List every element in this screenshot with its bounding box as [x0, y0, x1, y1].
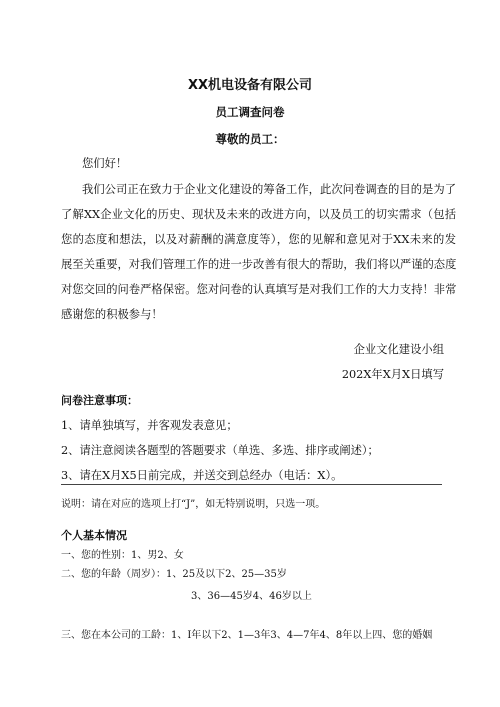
- instruction: 说明：请在对应的选项上打“J”，如无特别说明，只选一项。: [61, 499, 326, 510]
- note-item: 2、请注意阅读各题型的答题要求（单选、多选、排序或阐述）；: [61, 444, 379, 457]
- intro-line: 我们公司正在致力于企业文化建设的筹备工作，此次问卷调查的目的是为了: [82, 183, 456, 196]
- signature-group: 企业文化建设小组: [353, 343, 444, 356]
- note-item: 3、请在X月X5日前完成，并送交到总经办（电话：X）。: [61, 469, 343, 482]
- notes-heading: 问卷注意事项：: [61, 394, 138, 407]
- question-age: 二、您的年龄（周岁）：1、25及以下2、25—35岁: [61, 569, 287, 580]
- intro-line: 对您交回的问卷严格保密。您对问卷的认真填写是对我们工作的大力支持！非常: [61, 283, 457, 296]
- intro-line: 感谢您的积极参与！: [61, 308, 163, 321]
- doc-title: 员工调查问卷: [215, 105, 285, 119]
- intro-line: 展至关重要，对我们管理工作的进一步改善有很大的帮助，我们将以严谨的态度: [61, 258, 457, 271]
- question-tenure: 三、您在本公司的工龄：1、I年以下2、1—3年3、4—7年4、8年以上四、您的婚姻: [61, 630, 433, 641]
- intro-line: 您的态度和想法，以及对薪酬的满意度等），您的见解和意见对于XX未来的发: [61, 233, 456, 246]
- intro-line: 了解XX企业文化的历史、现状及未来的改进方向，以及员工的切实需求（包括: [61, 208, 456, 221]
- section-heading: 个人基本情况: [61, 529, 127, 542]
- signature-date: 202X年X月X日填写: [341, 368, 444, 381]
- salutation: 尊敬的员工：: [215, 132, 285, 146]
- company-name: XX机电设备有限公司: [187, 78, 313, 93]
- question-age-cont: 3、36—45岁4、46岁以上: [191, 591, 312, 602]
- divider: [61, 484, 442, 485]
- greeting: 您们好！: [82, 157, 128, 170]
- question-gender: 一、您的性别：1、男2、女: [61, 550, 184, 561]
- note-item: 1、请单独填写，并客观发表意见；: [61, 419, 238, 432]
